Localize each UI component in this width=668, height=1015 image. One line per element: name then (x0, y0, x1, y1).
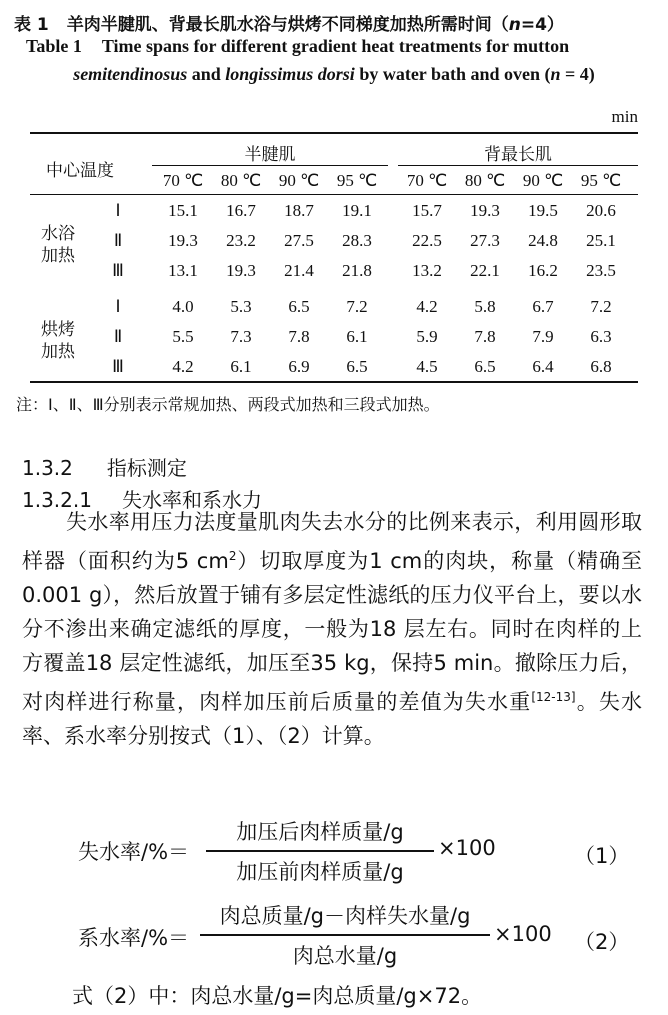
caption-en-n: n (550, 64, 561, 84)
eq2-factor: ×100 (494, 922, 552, 946)
table-cell: 19.3 (470, 201, 500, 220)
group2-header: 背最长肌 (484, 145, 552, 165)
table-cell: 6.5 (474, 357, 496, 376)
table-cell: 19.1 (342, 201, 372, 220)
table-cell: 21.8 (342, 261, 372, 280)
section-number: 1.3.2 (22, 456, 73, 480)
stage-label: Ⅱ (113, 327, 123, 346)
table-cell: 28.3 (342, 231, 372, 250)
table-cell: 18.7 (284, 201, 314, 220)
table-cell: 27.3 (470, 231, 500, 250)
eq2-number: （2） (574, 930, 630, 954)
table-cell: 25.1 (586, 231, 616, 250)
table-cell: 7.2 (346, 297, 368, 316)
row-header: 中心温度 (46, 161, 114, 181)
table-cell: 4.2 (172, 357, 194, 376)
table-cell: 6.3 (590, 327, 612, 346)
table-cell: 15.7 (412, 201, 442, 220)
method-label: 加热 (41, 342, 75, 362)
table-cell: 23.2 (226, 231, 256, 250)
table-cell: 15.1 (168, 201, 198, 220)
table-cell: 4.0 (172, 297, 194, 316)
temp-header: 95 ℃ (336, 171, 378, 190)
table-cell: 20.6 (586, 201, 616, 220)
citation-ref: [12-13] (531, 690, 576, 704)
table-bottom-rule (30, 381, 638, 383)
superscript-2: 2 (228, 549, 237, 563)
table-cell: 13.1 (168, 261, 198, 280)
table-cell: 6.1 (230, 357, 252, 376)
table-cell: 7.9 (532, 327, 554, 346)
table-cell: 19.3 (226, 261, 256, 280)
method-label: 水浴 (41, 224, 75, 244)
table-cell: 22.5 (412, 231, 442, 250)
table-cell: 6.5 (288, 297, 310, 316)
table-cell: 7.2 (590, 297, 612, 316)
table-cell: 23.5 (586, 261, 616, 280)
method-label: 加热 (41, 246, 75, 266)
table-cell: 5.9 (416, 327, 438, 346)
table-cell: 6.8 (590, 357, 612, 376)
subsection-title: 失水率和系水力 (121, 488, 262, 512)
body-paragraph (22, 505, 642, 753)
stage-label: Ⅲ (112, 261, 124, 280)
table-header-rule (30, 194, 638, 195)
table-caption-en-line2 (0, 64, 668, 85)
eq2-lhs: 系水率/%＝ (78, 926, 190, 950)
eq1-fraction-bar (206, 850, 434, 852)
table-cell: 5.5 (172, 327, 194, 346)
table-cell: 6.5 (346, 357, 368, 376)
equation-explanation: 式（2）中：肉总水量/g=肉总质量/g×72。 (72, 984, 483, 1008)
table-cell: 13.2 (412, 261, 442, 280)
subsection-number: 1.3.2.1 (22, 488, 92, 512)
caption-zh-n: n (508, 15, 521, 35)
table-cell: 19.5 (528, 201, 558, 220)
temp-header: 70 ℃ (162, 171, 204, 190)
table-cell: 21.4 (284, 261, 314, 280)
stage-label: Ⅲ (112, 357, 124, 376)
temp-header: 80 ℃ (220, 171, 262, 190)
group1-underline (152, 165, 388, 166)
eq1-numerator: 加压后肉样质量/g (236, 820, 404, 844)
table-cell: 6.7 (532, 297, 554, 316)
eq2-fraction-bar (200, 934, 490, 936)
temp-header: 95 ℃ (580, 171, 622, 190)
table-note: 注：Ⅰ、Ⅱ、Ⅲ分别表示常规加热、两段式加热和三段式加热。 (16, 395, 440, 414)
table-cell: 5.3 (230, 297, 252, 316)
eq1-lhs: 失水率/%＝ (78, 840, 190, 864)
table-cell: 7.8 (474, 327, 496, 346)
table-cell: 6.9 (288, 357, 310, 376)
group2-underline (398, 165, 638, 166)
group1-header: 半腱肌 (244, 145, 296, 165)
temp-header: 90 ℃ (278, 171, 320, 190)
table-cell: 7.8 (288, 327, 310, 346)
caption-en-rest: by water bath and oven ( (354, 64, 551, 84)
table-label-zh: 表 1 (14, 15, 49, 35)
table-label-en: Table 1 (26, 36, 82, 56)
section-heading (22, 452, 187, 481)
table-cell: 16.7 (226, 201, 256, 220)
section-title: 指标测定 (106, 456, 187, 480)
caption-zh-n-value: =4） (520, 15, 564, 35)
temp-header: 80 ℃ (464, 171, 506, 190)
table-cell: 22.1 (470, 261, 500, 280)
temp-header: 70 ℃ (406, 171, 448, 190)
caption-en-title: Time spans for different gradient heat treatments for mutton (101, 36, 570, 56)
eq1-denominator: 加压前肉样质量/g (236, 860, 404, 884)
table-cell: 27.5 (284, 231, 314, 250)
paragraph-text-3: 。失水率、系水率分别按式（1）、（2）计算。 (22, 690, 643, 748)
caption-zh-title: 羊肉半腱肌、背最长肌水浴与烘烤不同梯度加热所需时间（ (66, 15, 509, 35)
unit-label: min (611, 107, 638, 126)
stage-label: Ⅰ (115, 297, 121, 316)
table-cell: 7.3 (230, 327, 252, 346)
table-cell: 5.8 (474, 297, 496, 316)
caption-en-and: and (187, 64, 226, 84)
caption-en-end: = 4) (560, 64, 595, 84)
table-top-rule (30, 132, 638, 134)
table-cell: 24.8 (528, 231, 558, 250)
eq2-numerator: 肉总质量/g－肉样失水量/g (219, 904, 471, 928)
table-cell: 6.4 (532, 357, 554, 376)
paragraph-text-2: ）切取厚度为1 cm的肉块，称量（精确至0.001 g），然后放置于铺有多层定性滤纸的压力仪平台上，要以水分不渗出来确定滤纸的厚度，一般为18 层左右。同时在肉样的上方覆盖18 层定性滤纸，加压至35 kg，保持5 min。撤除压力后，对肉样进行称量，肉样加压前后质量的差值为失水重 (22, 549, 642, 714)
table-cell: 4.5 (416, 357, 438, 376)
caption-en-muscle1: semitendinosus (73, 64, 188, 84)
temp-header: 90 ℃ (522, 171, 564, 190)
stage-label: Ⅱ (113, 231, 123, 250)
table-caption-zh (14, 10, 564, 35)
eq2-denominator: 肉总水量/g (292, 944, 398, 968)
table-cell: 19.3 (168, 231, 198, 250)
eq1-factor: ×100 (438, 836, 496, 860)
eq1-number: （1） (574, 844, 630, 868)
table-cell: 16.2 (528, 261, 558, 280)
table-caption-en-line1 (26, 36, 569, 57)
paragraph-text-1: 失水率用压力法度量肌肉失去水分的比例来表示，利用圆形取样器（面积约为5 cm (22, 510, 642, 573)
caption-en-muscle2: longissimus dorsi (225, 64, 355, 84)
table-cell: 6.1 (346, 327, 368, 346)
method-label: 烘烤 (41, 320, 75, 340)
table-cell: 4.2 (416, 297, 438, 316)
stage-label: Ⅰ (115, 201, 121, 220)
